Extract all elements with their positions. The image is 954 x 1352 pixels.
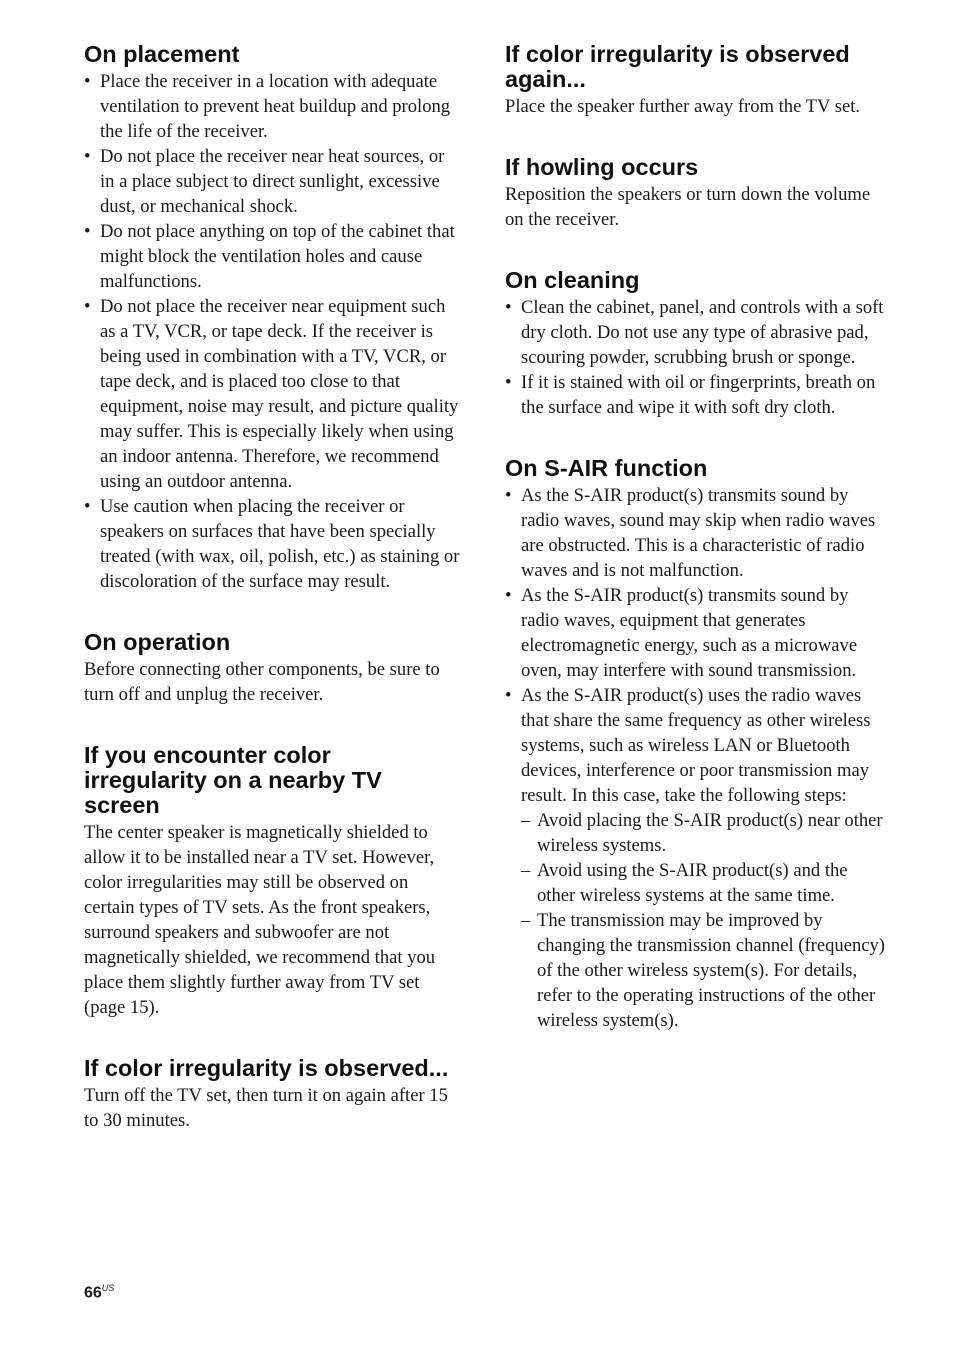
step-item: – Avoid using the S-AIR product(s) and the other wireless systems at the same time. xyxy=(521,858,885,908)
left-column xyxy=(84,42,460,1169)
section-placement xyxy=(84,42,460,594)
list-item: • Place the receiver in a location with adequate ventilation to prevent heat buildup and prolong the life of the receiver. xyxy=(84,69,460,144)
heading-color-irregularity: If you encounter color irregularity on a nearby TV screen xyxy=(84,742,382,818)
howling-text: Reposition the speakers or turn down the volume on the receiver. xyxy=(505,184,871,230)
cleaning-list xyxy=(505,295,885,420)
color-again-text: Place the speaker further away from the TV set. xyxy=(505,96,861,117)
sair-steps xyxy=(521,808,885,1033)
list-item: • As the S-AIR product(s) transmits sound by radio waves, sound may skip when radio waves are obstructed. This is a characteristic of radio waves and is not malfunction. xyxy=(505,483,885,583)
section-sair xyxy=(505,456,885,1033)
color-observed-text: Turn off the TV set, then turn it on again after 15 to 30 minutes. xyxy=(84,1085,448,1131)
section-color-again xyxy=(505,42,885,119)
step-item: – The transmission may be improved by changing the transmission channel (frequency) of the other wireless system(s). For details, refer to the operating instructions of the other wireless system(s). xyxy=(521,908,885,1033)
list-item: • Clean the cabinet, panel, and controls with a soft dry cloth. Do not use any type of abrasive pad, scouring powder, scrubbing brush or sponge. xyxy=(505,295,885,370)
list-item-text: As the S-AIR product(s) uses the radio waves that share the same frequency as other wireless systems, such as wireless LAN or Bluetooth devices, interference or poor transmission may result. In this case, take the following steps: xyxy=(521,685,871,806)
region-code: US xyxy=(101,1283,115,1293)
heading-howling: If howling occurs xyxy=(505,154,699,180)
list-item: • Do not place the receiver near heat sources, or in a place subject to direct sunlight, excessive dust, or mechanical shock. xyxy=(84,144,460,219)
heading-on-placement: On placement xyxy=(84,41,240,67)
section-color-observed xyxy=(84,1056,460,1133)
color-irregularity-text: The center speaker is magnetically shielded to allow it to be installed near a TV set. However, color irregularities may still be observed on certain types of TV sets. As the front speakers, surround speakers and subwoofer are not magnetically shielded, we recommend that you place them slightly further away from TV set (page 15). xyxy=(84,822,436,1018)
section-cleaning xyxy=(505,268,885,420)
step-item: – Avoid placing the S-AIR product(s) near other wireless systems. xyxy=(521,808,885,858)
list-item: • As the S-AIR product(s) transmits sound by radio waves, equipment that generates electromagnetic energy, such as a microwave oven, may interfere with sound transmission. xyxy=(505,583,885,683)
heading-on-operation: On operation xyxy=(84,629,231,655)
placement-list xyxy=(84,69,460,594)
page-number-value: 66 xyxy=(84,1284,102,1302)
heading-color-observed: If color irregularity is observed... xyxy=(84,1055,449,1081)
section-howling xyxy=(505,155,885,232)
list-item: • Do not place anything on top of the cabinet that might block the ventilation holes and cause malfunctions. xyxy=(84,219,460,294)
heading-on-cleaning: On cleaning xyxy=(505,267,640,293)
list-item: • Do not place the receiver near equipment such as a TV, VCR, or tape deck. If the receiver is being used in combination with a TV, VCR, or tape deck, and is placed too close to that equipment, noise may result, and picture quality may suffer. This is especially likely when using an indoor antenna. Therefore, we recommend using an outdoor antenna. xyxy=(84,294,460,494)
page-number xyxy=(84,1283,114,1302)
right-column xyxy=(505,42,885,1069)
heading-color-again: If color irregularity is observed again... xyxy=(505,41,850,92)
sair-list xyxy=(505,483,885,1033)
heading-sair-function: On S-AIR function xyxy=(505,455,708,481)
list-item: • If it is stained with oil or fingerprints, breath on the surface and wipe it with soft dry cloth. xyxy=(505,370,885,420)
list-item: • Use caution when placing the receiver or speakers on surfaces that have been specially treated (with wax, oil, polish, etc.) as staining or discoloration of the surface may result. xyxy=(84,494,460,594)
list-item xyxy=(505,683,885,1033)
section-operation xyxy=(84,630,460,707)
section-color-irregularity xyxy=(84,743,460,1020)
operation-text: Before connecting other components, be sure to turn off and unplug the receiver. xyxy=(84,659,440,705)
